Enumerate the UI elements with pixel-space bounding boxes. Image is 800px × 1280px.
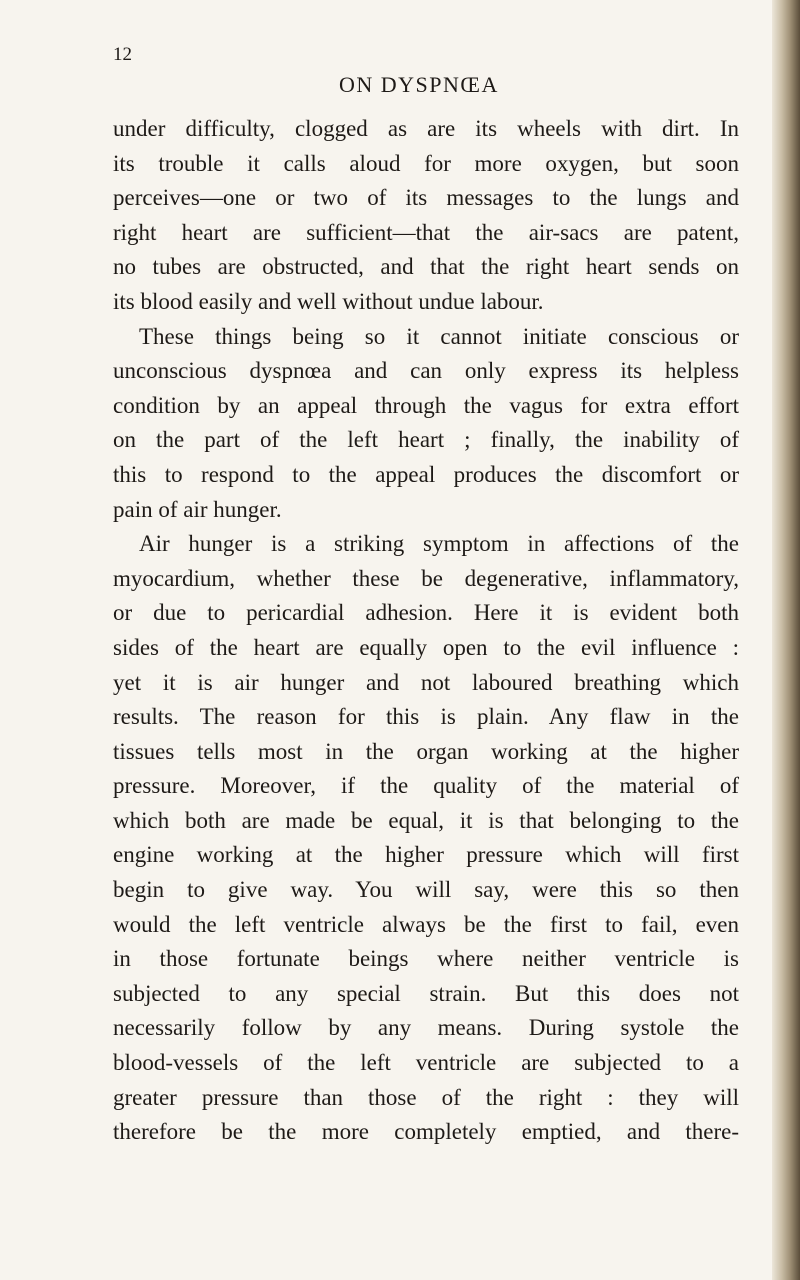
text-line: engine working at the higher pressure which will first: [113, 842, 739, 868]
text-line: These things being so it cannot initiate conscious or: [139, 323, 739, 349]
text-line: Air hunger is a striking symptom in affections of the: [139, 531, 739, 557]
text-line: this to respond to the appeal produces the discomfort or: [113, 461, 739, 487]
text-line: sides of the heart are equally open to the evil influence :: [113, 634, 739, 660]
text-line: myocardium, whether these be degenerative, inflammatory,: [113, 565, 739, 591]
text-line: pressure. Moreover, if the quality of the material of: [113, 773, 739, 799]
text-line: right heart are sufficient—that the air-sacs are patent,: [113, 219, 739, 245]
page-edge-shadow: [772, 0, 800, 1280]
text-line: subjected to any special strain. But this does not: [113, 980, 739, 1006]
text-line: no tubes are obstructed, and that the right heart sends on: [113, 254, 739, 280]
text-line: its blood easily and well without undue labour.: [113, 288, 544, 314]
text-line: pain of air hunger.: [113, 496, 282, 522]
text-line: therefore be the more completely emptied, and there-: [113, 1119, 739, 1145]
text-line: which both are made be equal, it is that belonging to the: [113, 807, 739, 833]
text-line: begin to give way. You will say, were this so then: [113, 877, 739, 903]
text-line: on the part of the left heart ; finally, the inability of: [113, 427, 739, 453]
page-number: 12: [113, 44, 132, 65]
text-line: in those fortunate beings where neither ventricle is: [113, 946, 739, 972]
text-line: perceives—one or two of its messages to the lungs and: [113, 185, 739, 211]
running-head: ON DYSPNŒA: [339, 72, 499, 97]
text-line: under difficulty, clogged as are its wheels with dirt. In: [113, 116, 739, 141]
text-line: its trouble it calls aloud for more oxygen, but soon: [113, 150, 739, 176]
text-line: tissues tells most in the organ working at the higher: [113, 738, 739, 764]
text-line: unconscious dyspnœa and can only express its helpless: [113, 358, 739, 384]
text-line: results. The reason for this is plain. Any flaw in the: [113, 704, 739, 730]
text-line: would the left ventricle always be the first to fail, even: [113, 911, 739, 937]
text-line: condition by an appeal through the vagus for extra effort: [113, 392, 739, 418]
text-line: greater pressure than those of the right : they will: [113, 1084, 739, 1110]
body-text: [113, 112, 739, 1150]
text-line: yet it is air hunger and not laboured breathing which: [113, 669, 739, 695]
text-line: or due to pericardial adhesion. Here it is evident both: [113, 600, 739, 626]
text-line: blood-vessels of the left ventricle are subjected to a: [113, 1050, 739, 1076]
text-line: necessarily follow by any means. During systole the: [113, 1015, 739, 1041]
